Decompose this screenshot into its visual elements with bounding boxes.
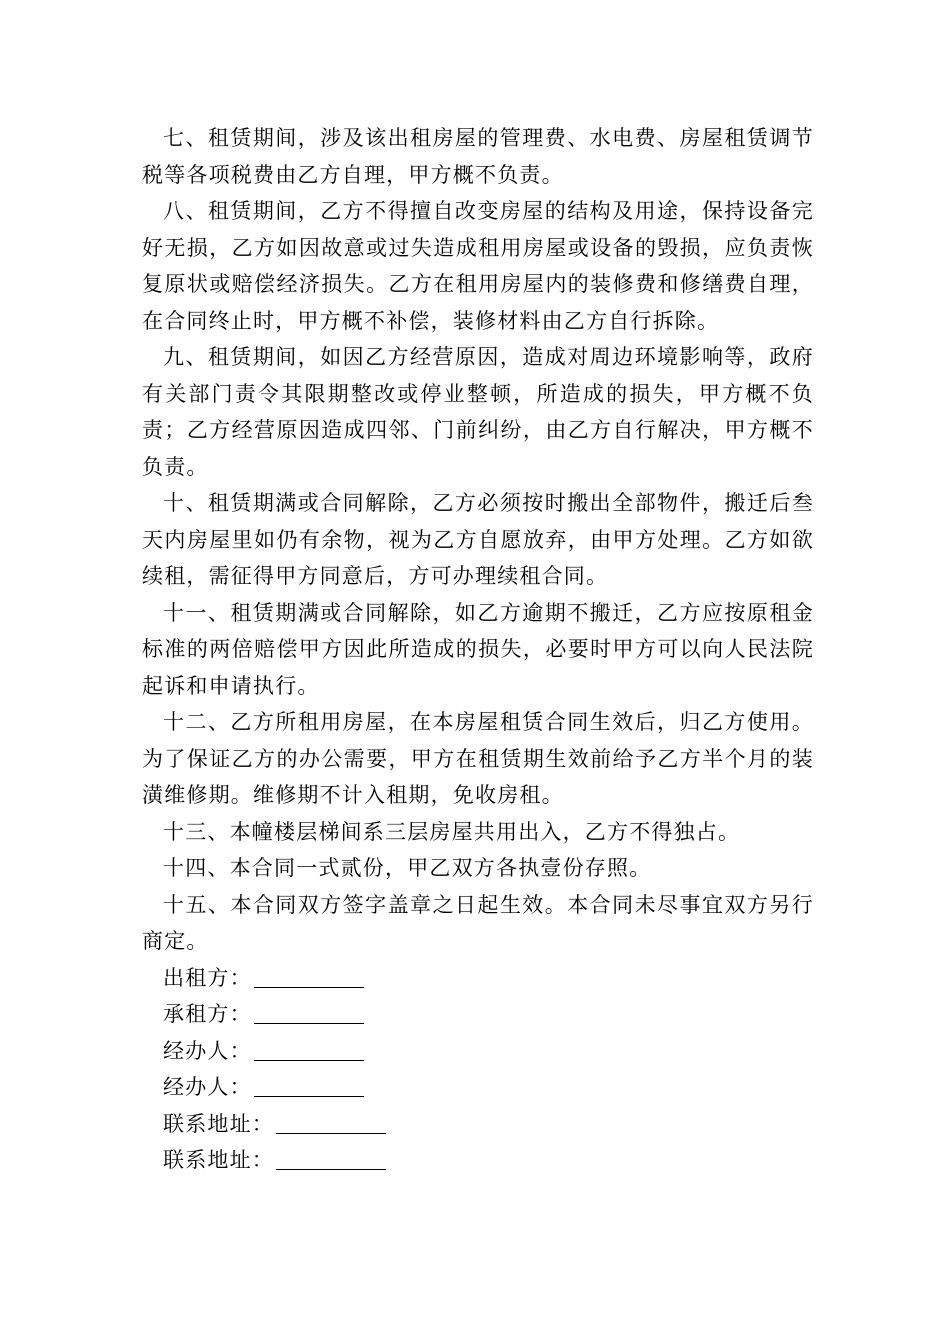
- clause-9: 九、租赁期间，如因乙方经营原因，造成对周边环境影响等，政府有关部门责令其限期整改或停业整顿，所造成的损失，甲方概不负责；乙方经营原因造成四邻、门前纠纷，由乙方自行解决，甲方概不负责。: [142, 345, 814, 479]
- signature-line-address-2: [142, 1142, 814, 1179]
- clause-12: 十二、乙方所租用房屋，在本房屋租赁合同生效后，归乙方使用。为了保证乙方的办公需要，甲方在租赁期生效前给予乙方半个月的装潢维修期。维修期不计入租期，免收房租。: [142, 710, 814, 807]
- clause-8: 八、租赁期间，乙方不得擅自改变房屋的结构及用途，保持设备完好无损，乙方如因故意或过失造成租用房屋或设备的毁损，应负责恢复原状或赔偿经济损失。乙方在租用房屋内的装修费和修缮费自理，在合同终止时，甲方概不补偿，装修材料由乙方自行拆除。: [142, 199, 814, 333]
- signature-blank: [254, 965, 364, 988]
- clause-14: 十四、本合同一式贰份，甲乙双方各执壹份存照。: [163, 856, 652, 880]
- signature-blank: [276, 1147, 386, 1170]
- signature-blank: [254, 1074, 364, 1097]
- signature-label: 经办人：: [163, 1038, 252, 1063]
- clause-7: 七、租赁期间，涉及该出租房屋的管理费、水电费、房屋租赁调节税等各项税费由乙方自理，甲方概不负责。: [142, 126, 814, 187]
- signature-blank: [276, 1111, 386, 1134]
- clause-13: 十三、本幢楼层梯间系三层房屋共用出入，乙方不得独占。: [163, 819, 741, 844]
- signature-block: [142, 960, 814, 1179]
- contract-body: [142, 120, 814, 1179]
- signature-line-address-1: [142, 1106, 814, 1143]
- signature-blank: [254, 1001, 364, 1024]
- signature-label: 联系地址：: [163, 1111, 274, 1136]
- clause-11: 十一、租赁期满或合同解除，如乙方逾期不搬迁，乙方应按原租金标准的两倍赔偿甲方因此所造成的损失，必要时甲方可以向人民法院起诉和申请执行。: [142, 600, 814, 698]
- clause-10: 十、租赁期满或合同解除，乙方必须按时搬出全部物件，搬迁后叁天内房屋里如仍有余物，视为乙方自愿放弃，由甲方处理。乙方如欲续租，需征得甲方同意后，方可办理续租合同。: [142, 491, 814, 588]
- clause-15: 十五、本合同双方签字盖章之日起生效。本合同未尽事宜双方另行商定。: [142, 892, 814, 953]
- signature-label: 经办人：: [163, 1075, 252, 1099]
- signature-blank: [254, 1038, 364, 1061]
- signature-line-lessor: [142, 960, 814, 997]
- signature-line-agent-2: [142, 1069, 814, 1106]
- signature-label: 出租方：: [163, 965, 252, 990]
- signature-label: 联系地址：: [163, 1148, 274, 1172]
- signature-line-lessee: [142, 996, 814, 1033]
- signature-line-agent-1: [142, 1033, 814, 1070]
- signature-label: 承租方：: [163, 1002, 252, 1026]
